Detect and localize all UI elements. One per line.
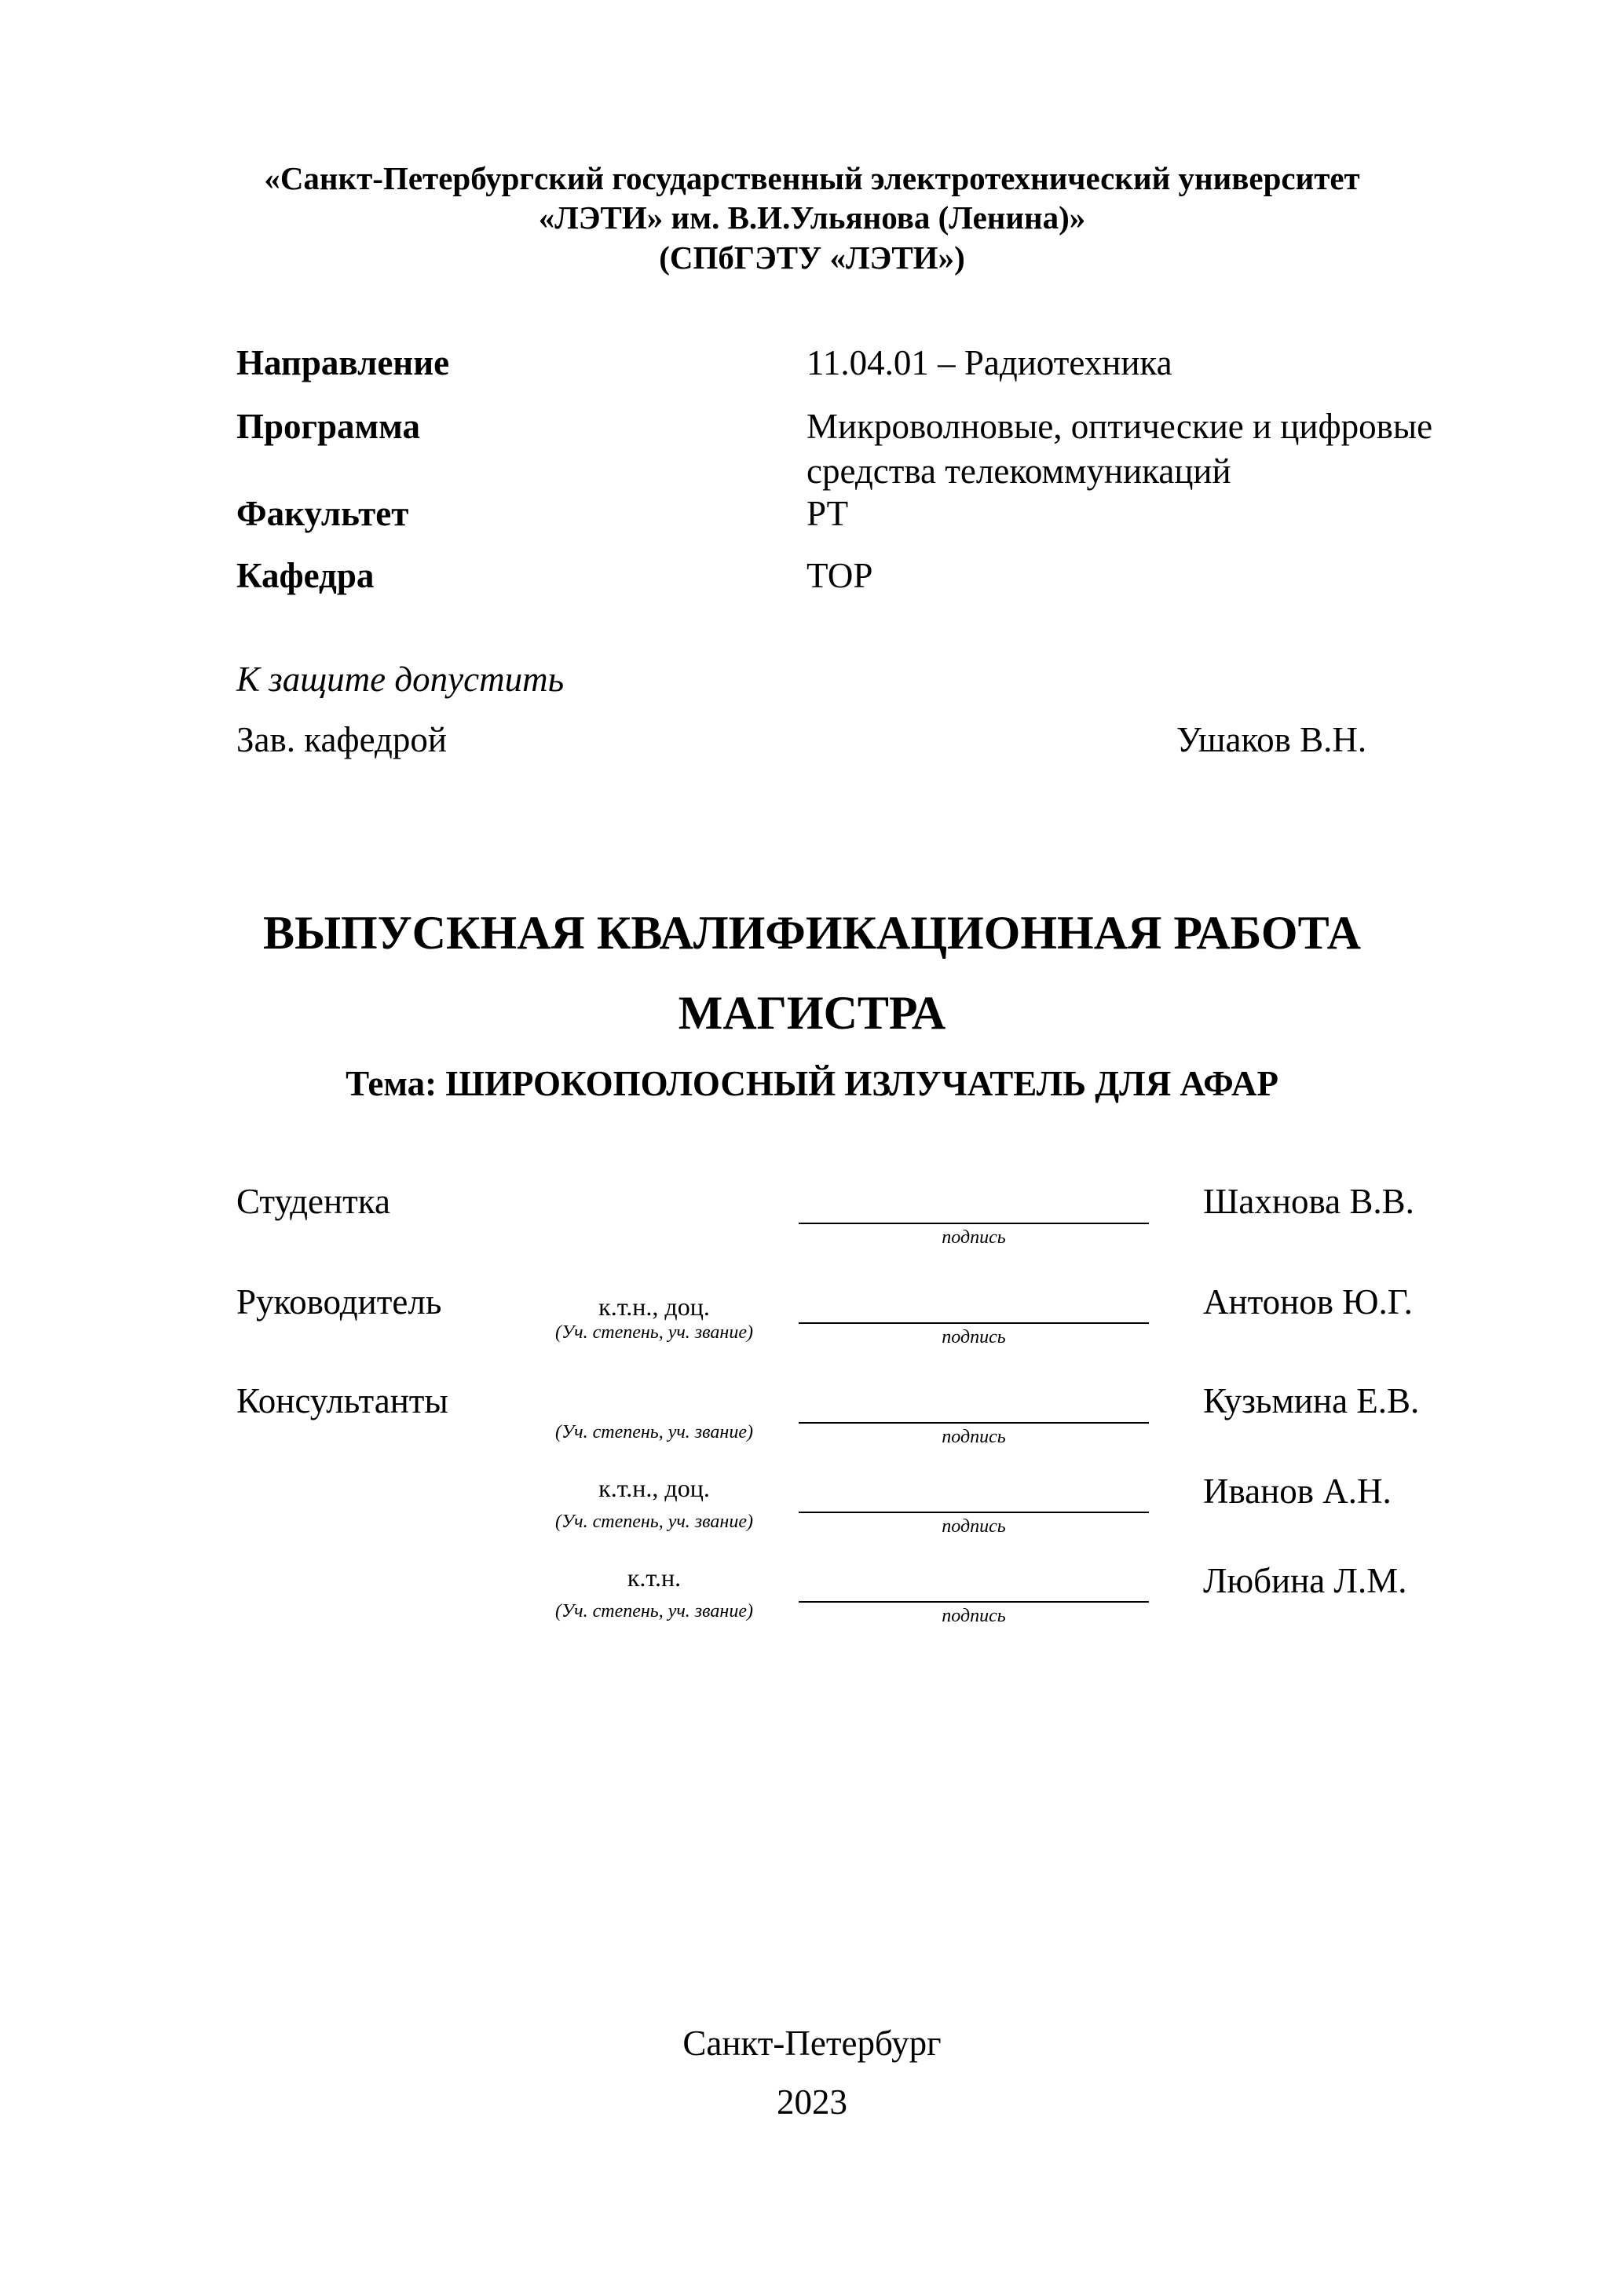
city: Санкт-Петербург xyxy=(682,2024,942,2063)
degree-hint: (Уч. степень, уч. звание) xyxy=(555,1512,753,1532)
field-value-faculty: РТ xyxy=(807,494,849,533)
approval-role: Зав. кафедрой xyxy=(236,720,447,759)
signature-line xyxy=(799,1512,1149,1513)
academic-degree: к.т.н. xyxy=(627,1563,682,1592)
signature-hint: подпись xyxy=(942,1606,1006,1626)
signature-line xyxy=(799,1322,1149,1324)
field-label-direction: Направление xyxy=(236,343,450,382)
degree-hint: (Уч. степень, уч. звание) xyxy=(555,1601,753,1621)
approval-name: Ушаков В.Н. xyxy=(1176,720,1367,759)
degree-hint: (Уч. степень, уч. звание) xyxy=(555,1422,753,1442)
field-label-faculty: Факультет xyxy=(236,494,409,533)
signatory-name: Антонов Ю.Г. xyxy=(1203,1282,1413,1322)
signature-role: Студентка xyxy=(236,1182,390,1221)
university-name-line1: «Санкт-Петербургский государственный электротехнический университет xyxy=(264,160,1360,196)
approval-caption: К защите допустить xyxy=(236,660,565,699)
signature-role: Руководитель xyxy=(236,1282,442,1322)
degree-hint: (Уч. степень, уч. звание) xyxy=(555,1322,753,1343)
signature-line xyxy=(799,1223,1149,1224)
document-title: ВЫПУСКНАЯ КВАЛИФИКАЦИОННАЯ РАБОТА xyxy=(263,907,1361,959)
university-abbreviation: (СПбГЭТУ «ЛЭТИ») xyxy=(659,239,965,276)
field-value-direction: 11.04.01 – Радиотехника xyxy=(807,343,1172,382)
signatory-name: Шахнова В.В. xyxy=(1203,1182,1414,1221)
signatory-name: Иванов А.Н. xyxy=(1203,1472,1392,1511)
signature-line xyxy=(799,1601,1149,1603)
thesis-topic: Тема: ШИРОКОПОЛОСНЫЙ ИЗЛУЧАТЕЛЬ ДЛЯ АФАР xyxy=(346,1064,1278,1103)
field-value-program-line2: средства телекоммуникаций xyxy=(807,452,1231,491)
signature-hint: подпись xyxy=(942,1516,1006,1537)
signature-line xyxy=(799,1422,1149,1424)
signature-role: Консультанты xyxy=(236,1381,448,1420)
field-value-department: ТОР xyxy=(807,556,873,595)
year: 2023 xyxy=(777,2082,847,2122)
university-name-line2: «ЛЭТИ» им. В.И.Ульянова (Ленина)» xyxy=(538,199,1086,236)
signature-hint: подпись xyxy=(942,1327,1006,1347)
field-value-program: Микроволновые, оптические и цифровые xyxy=(807,407,1433,446)
signature-hint: подпись xyxy=(942,1227,1006,1248)
signatory-name: Кузьмина Е.В. xyxy=(1203,1381,1420,1420)
document-title-line2: МАГИСТРА xyxy=(678,987,946,1039)
signatory-name: Любина Л.М. xyxy=(1203,1561,1407,1600)
field-label-department: Кафедра xyxy=(236,556,375,595)
academic-degree: к.т.н., доц. xyxy=(598,1474,710,1502)
field-label-program: Программа xyxy=(236,407,420,446)
academic-degree: к.т.н., доц. xyxy=(598,1292,710,1321)
signature-hint: подпись xyxy=(942,1427,1006,1447)
